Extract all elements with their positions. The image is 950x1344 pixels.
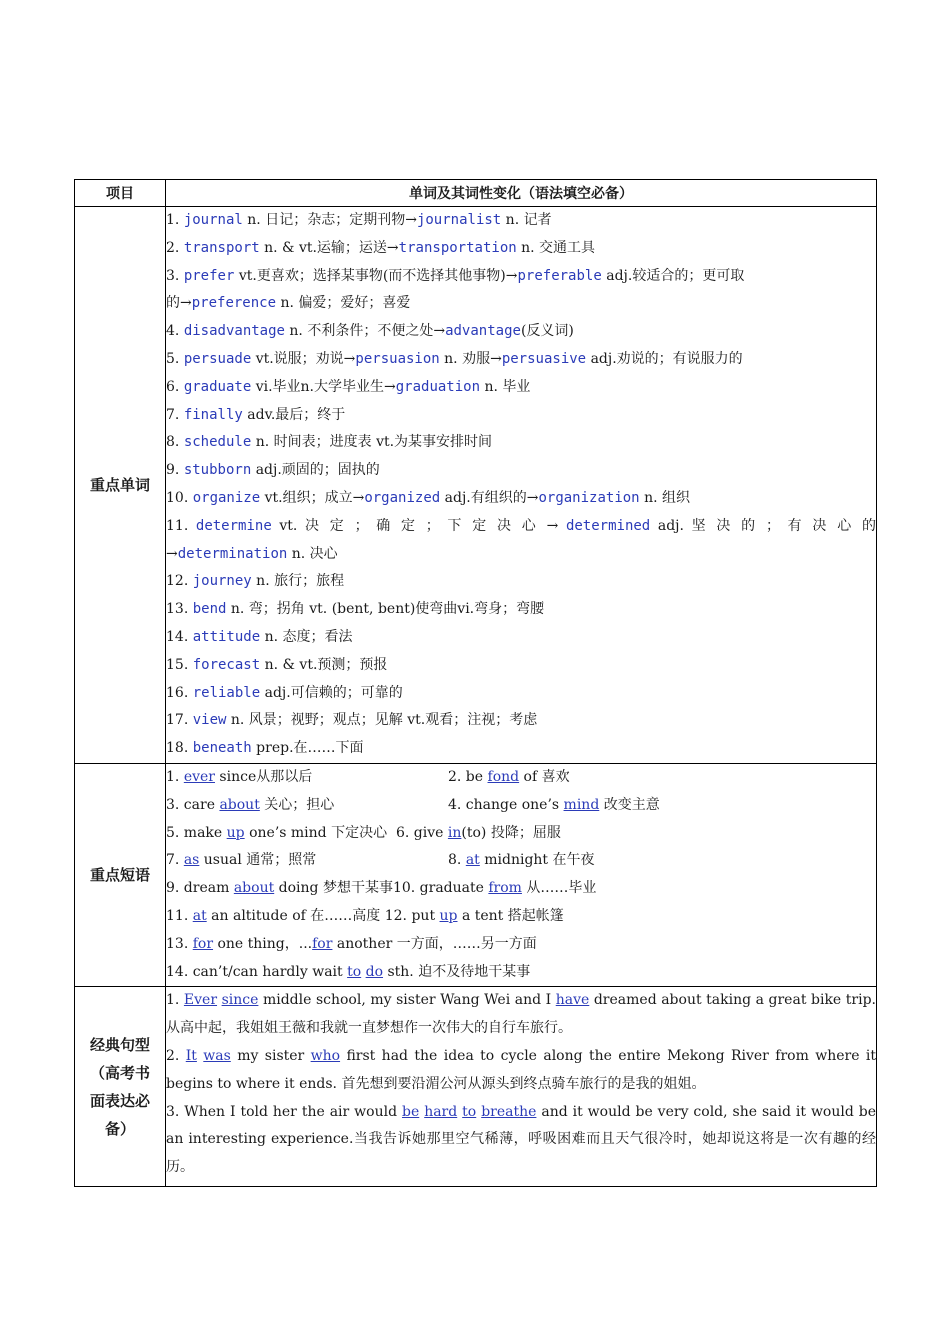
word-entry: 12. journey n. 旅行；旅程 — [166, 573, 345, 590]
phrase-item: 10. graduate from 从……毕业 — [392, 880, 597, 897]
sentences-label: 经典句型（高考书面表达必备） — [75, 987, 166, 1187]
word-entry: 8. schedule n. 时间表；进度表 vt.为某事安排时间 — [166, 434, 493, 451]
words-label: 重点单词 — [75, 207, 166, 764]
header-words: 单词及其词性变化（语法填空必备） — [166, 180, 877, 207]
word-entry: 18. beneath prep.在……下面 — [166, 740, 364, 757]
words-cell — [166, 207, 877, 764]
phrase-line: 13. for one thing，...for another 一方面，……另一方面 — [166, 935, 537, 952]
word-entry-cont: →determination n. 决心 — [166, 545, 338, 562]
phrase-item: 5. make up one’s mind 下定决心 — [166, 824, 388, 841]
phrases-label: 重点短语 — [75, 763, 166, 986]
word-entry: 9. stubborn adj.顽固的；固执的 — [166, 462, 380, 479]
phrase-line: 11. at an altitude of 在……高度 12. put up a tent 搭起帐篷 — [166, 907, 564, 924]
phrase-item: 2. be fond of 喜欢 — [448, 768, 570, 785]
word-entry: 2. transport n. & vt.运输；运送→transportation n. 交通工具 — [166, 239, 596, 256]
word-entry: 16. reliable adj.可信赖的；可靠的 — [166, 684, 403, 701]
sentences-row — [75, 987, 877, 1187]
phrase-item: 1. ever since从那以后 — [166, 768, 313, 785]
phrase-line — [166, 847, 876, 875]
phrase-item: 8. at midnight 在午夜 — [448, 852, 595, 869]
phrase-line — [166, 764, 876, 792]
words-row — [75, 207, 877, 764]
word-entry: 10. organize vt.组织；成立→organized adj.有组织的→organization n. 组织 — [166, 489, 690, 506]
word-entry: 1. journal n. 日记；杂志；定期刊物→journalist n. 记者 — [166, 212, 552, 228]
word-entry: 3. prefer vt.更喜欢；选择某事物(而不选择其他事物)→preferable adj.较适合的；更可取 — [166, 267, 745, 284]
phrase-item: 4. change one’s mind 改变主意 — [448, 796, 660, 813]
word-entry: 17. view n. 风景；视野；观点；见解 vt.观看；注视；考虑 — [166, 712, 538, 729]
phrase-item: 9. dream about doing 梦想干某事 — [166, 880, 393, 897]
sentence-item: 1. Ever since middle school, my sister Wang Wei and I have dreamed about taking a great bike trip.从高中起，我姐姐王薇和我就一直梦想作一次伟大的自行车旅行。 — [166, 992, 876, 1037]
phrase-line — [166, 820, 876, 848]
word-entry: 11. determine vt. 决 定 ； 确 定 ； 下 定 决 心 → determined adj. 坚 决 的 ； 有 决 心 的 — [166, 517, 876, 534]
word-entry: 4. disadvantage n. 不利条件；不便之处→advantage(反义词) — [166, 323, 574, 340]
sentence-item: 2. It was my sister who first had the idea to cycle along the entire Mekong River from where it begins to where it ends. 首先想到要沿湄公河从源头到终点骑车旅行的是我的姐姐。 — [166, 1047, 876, 1092]
phrases-cell — [166, 763, 877, 986]
sentence-item: 3. When I told her the air would be hard to breathe and it would be very cold, she said it would be an interesting experience.当我告诉她那里空气稀薄，呼吸困难而且天气很冷时，她却说这将是一次有趣的经历。 — [166, 1103, 877, 1176]
header-item: 项目 — [75, 180, 166, 207]
word-entry: 7. finally adv.最后；终于 — [166, 406, 346, 423]
vocab-table — [74, 179, 877, 1187]
word-entry: 5. persuade vt.说服；劝说→persuasion n. 劝服→persuasive adj.劝说的；有说服力的 — [166, 350, 743, 367]
phrase-line — [166, 792, 876, 820]
header-row — [75, 180, 877, 207]
sentences-cell — [166, 987, 877, 1187]
word-entry: 15. forecast n. & vt.预测；预报 — [166, 656, 388, 673]
word-entry: 6. graduate vi.毕业n.大学毕业生→graduation n. 毕业 — [166, 378, 531, 395]
word-entry: 14. attitude n. 态度；看法 — [166, 628, 353, 645]
phrase-line — [166, 875, 876, 903]
phrase-item: 3. care about 关心；担心 — [166, 796, 335, 813]
phrase-item: 7. as usual 通常；照常 — [166, 852, 317, 869]
phrases-row — [75, 763, 877, 986]
phrase-item: 6. give in(to) 投降；屈服 — [396, 824, 561, 841]
word-entry: 13. bend n. 弯；拐角 vt. (bent, bent)使弯曲vi.弯身；弯腰 — [166, 601, 545, 618]
phrase-line: 14. can’t/can hardly wait to do sth. 迫不及待地干某事 — [166, 963, 531, 980]
word-entry-cont: 的→preference n. 偏爱；爱好；喜爱 — [166, 295, 411, 312]
